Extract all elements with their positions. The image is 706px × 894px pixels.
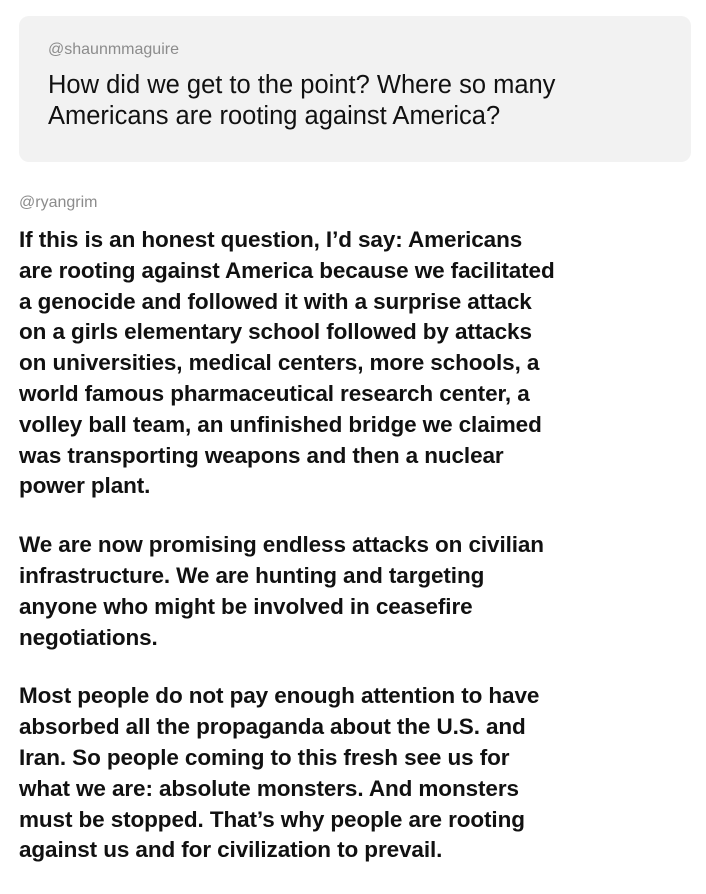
quoted-author-handle[interactable]: @shaunmmaguire xyxy=(48,41,179,58)
reply-text-line: must be stopped. That’s why people are rooting xyxy=(19,806,525,832)
reply-text-line: what we are: absolute monsters. And monsters xyxy=(19,775,519,801)
reply-text-line: world famous pharmaceutical research center, a xyxy=(19,380,530,406)
quoted-text-line: How did we get to the point? Where so many xyxy=(48,71,556,99)
reply-paragraph-1 xyxy=(19,225,699,502)
quoted-post xyxy=(19,16,691,162)
reply-paragraph-2 xyxy=(19,530,699,653)
reply-text-line: against us and for civilization to prevail. xyxy=(19,837,443,863)
reply-text-line: volley ball team, an unfinished bridge we claimed xyxy=(19,411,542,437)
reply-text-line: power plant. xyxy=(19,473,151,499)
reply-text-line: on a girls elementary school followed by attacks xyxy=(19,319,532,345)
reply-author-handle[interactable]: @ryangrim xyxy=(19,194,98,211)
reply-text-line: on universities, medical centers, more schools, a xyxy=(19,350,540,376)
quoted-post-text xyxy=(48,70,663,132)
reply-text-line: Most people do not pay enough attention to have xyxy=(19,683,540,709)
reply-text-line: infrastructure. We are hunting and targeting xyxy=(19,562,485,588)
quoted-text-line: Americans are rooting against America? xyxy=(48,102,501,130)
reply-text-line: absorbed all the propaganda about the U.S. and xyxy=(19,714,526,740)
reply-paragraph-3 xyxy=(19,681,699,866)
reply-text-line: are rooting against America because we facilitated xyxy=(19,257,555,283)
reply-text-line: If this is an honest question, I’d say: Americans xyxy=(19,227,523,252)
reply-text-line: anyone who might be involved in ceasefire xyxy=(19,593,473,619)
reply-text-line: Iran. So people coming to this fresh see us for xyxy=(19,744,510,770)
reply-text-line: was transporting weapons and then a nuclear xyxy=(19,442,504,468)
reply-text-line: We are now promising endless attacks on civilian xyxy=(19,532,544,558)
reply-post xyxy=(19,193,699,866)
reply-text-line: a genocide and followed it with a surprise attack xyxy=(19,288,532,314)
reply-text-line: negotiations. xyxy=(19,624,158,650)
